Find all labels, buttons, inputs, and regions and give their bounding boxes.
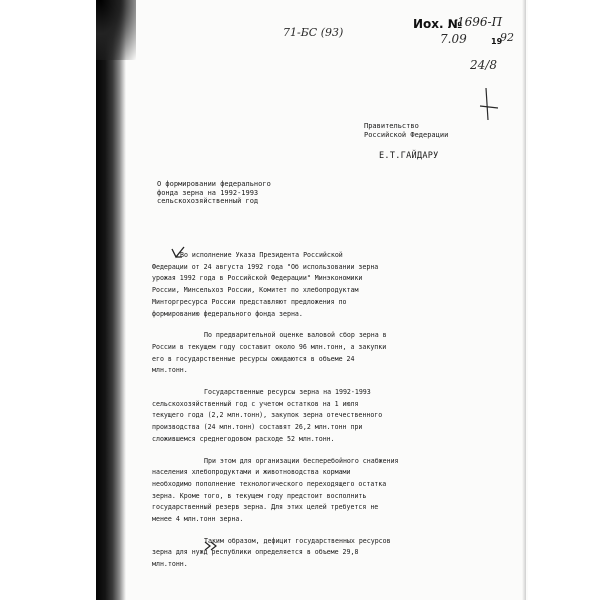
addressee-name: Е.Т.ГАЙДАРУ (379, 151, 439, 161)
incoming-number: 1696-П (457, 15, 503, 29)
paragraph-line: млн.тонн. (152, 560, 188, 569)
paragraph-line: При этом для организации бесперебойного снабжения (204, 456, 399, 465)
double-chevron-icon (203, 540, 219, 552)
paragraph-4 (152, 456, 468, 526)
paragraph-line: текущего года (2,2 млн.тонн), закупок зерна отечественного (152, 411, 383, 420)
subject-line-1: О формировании федерального (157, 180, 271, 188)
paragraph-line: государственный резерв зерна. Для этих целей требуется не (152, 503, 379, 512)
paragraph-line: зерна. Кроме того, в текущем году предстоит восполнить (152, 491, 367, 500)
subject-line-3: сельскохозяйственный год (157, 197, 259, 205)
subject-block (157, 180, 271, 206)
paragraph-line: Во исполнение Указа Президента Российской (180, 251, 343, 259)
paragraph-line: сельскохозяйственный год с учетом остатков на 1 июля (152, 399, 359, 408)
paragraph-line: зерна для нужд республики определяется в объеме 29,8 (152, 548, 359, 557)
handwritten-reference: 71-БС (93) (283, 26, 344, 39)
binding-shadow (96, 0, 126, 600)
paragraph-line: формированию федерального фонда зерна. (152, 309, 303, 318)
margin-pen-stroke-icon (470, 62, 510, 132)
incoming-date: 7.09 (440, 32, 467, 46)
incoming-label: Иох. № (413, 17, 463, 31)
paragraph-line: млн.тонн. (152, 366, 188, 375)
paragraph-line: Государственные ресурсы зерна на 1992-1993 (204, 388, 371, 397)
letter-body (152, 250, 468, 571)
paragraph-line: По предварительной оценке валовой сбор зерна в (204, 331, 387, 340)
paragraph-line: населения хлебопродуктами и животноводства кормами (152, 468, 351, 477)
addressee-block (364, 122, 448, 140)
paragraph-line: урожая 1992 года в Российской Федерации" Минэкономики (152, 274, 363, 283)
incoming-year-suffix: 19 (491, 37, 503, 46)
addressee-line-1: Правительство (364, 122, 419, 130)
incoming-year: 92 (500, 31, 514, 44)
paragraph-3 (152, 387, 468, 446)
paragraph-line: сложившемся среднегодовом расходе 52 млн.тонн. (152, 434, 335, 443)
paragraph-line: менее 4 млн.тонн зерна. (152, 515, 244, 524)
paragraph-line: России в текущем году составит около 96 млн.тонн, а закупки (152, 342, 387, 351)
paragraph-line: необходимо пополнение технологического переходящего остатка (152, 479, 387, 488)
paragraph-line: России, Минсельхоз России, Комитет по хлебопродуктам (152, 286, 359, 295)
paragraph-line: Федерации от 24 августа 1992 года "Об использовании зерна (152, 262, 379, 271)
addressee-line-2: Российской Федерации (364, 131, 449, 139)
subject-line-2: фонда зерна на 1992-1993 (157, 188, 259, 197)
paragraph-1 (152, 250, 468, 320)
paragraph-line: Минторгресурса России представляют предложения по (152, 297, 347, 306)
paragraph-2 (152, 330, 468, 377)
paragraph-line: производства (24 млн.тонн) составят 26,2 млн.тонн при (152, 423, 363, 432)
paper-right-edge (522, 0, 526, 600)
margin-note: 24/8 (470, 58, 497, 72)
binding-shadow-top (96, 0, 136, 60)
paragraph-5 (152, 536, 468, 571)
paragraph-line: его в государственные ресурсы ожидаются в объеме 24 (152, 354, 355, 363)
paragraph-line: Таким образом, дефицит государственных ресурсов (204, 536, 391, 545)
